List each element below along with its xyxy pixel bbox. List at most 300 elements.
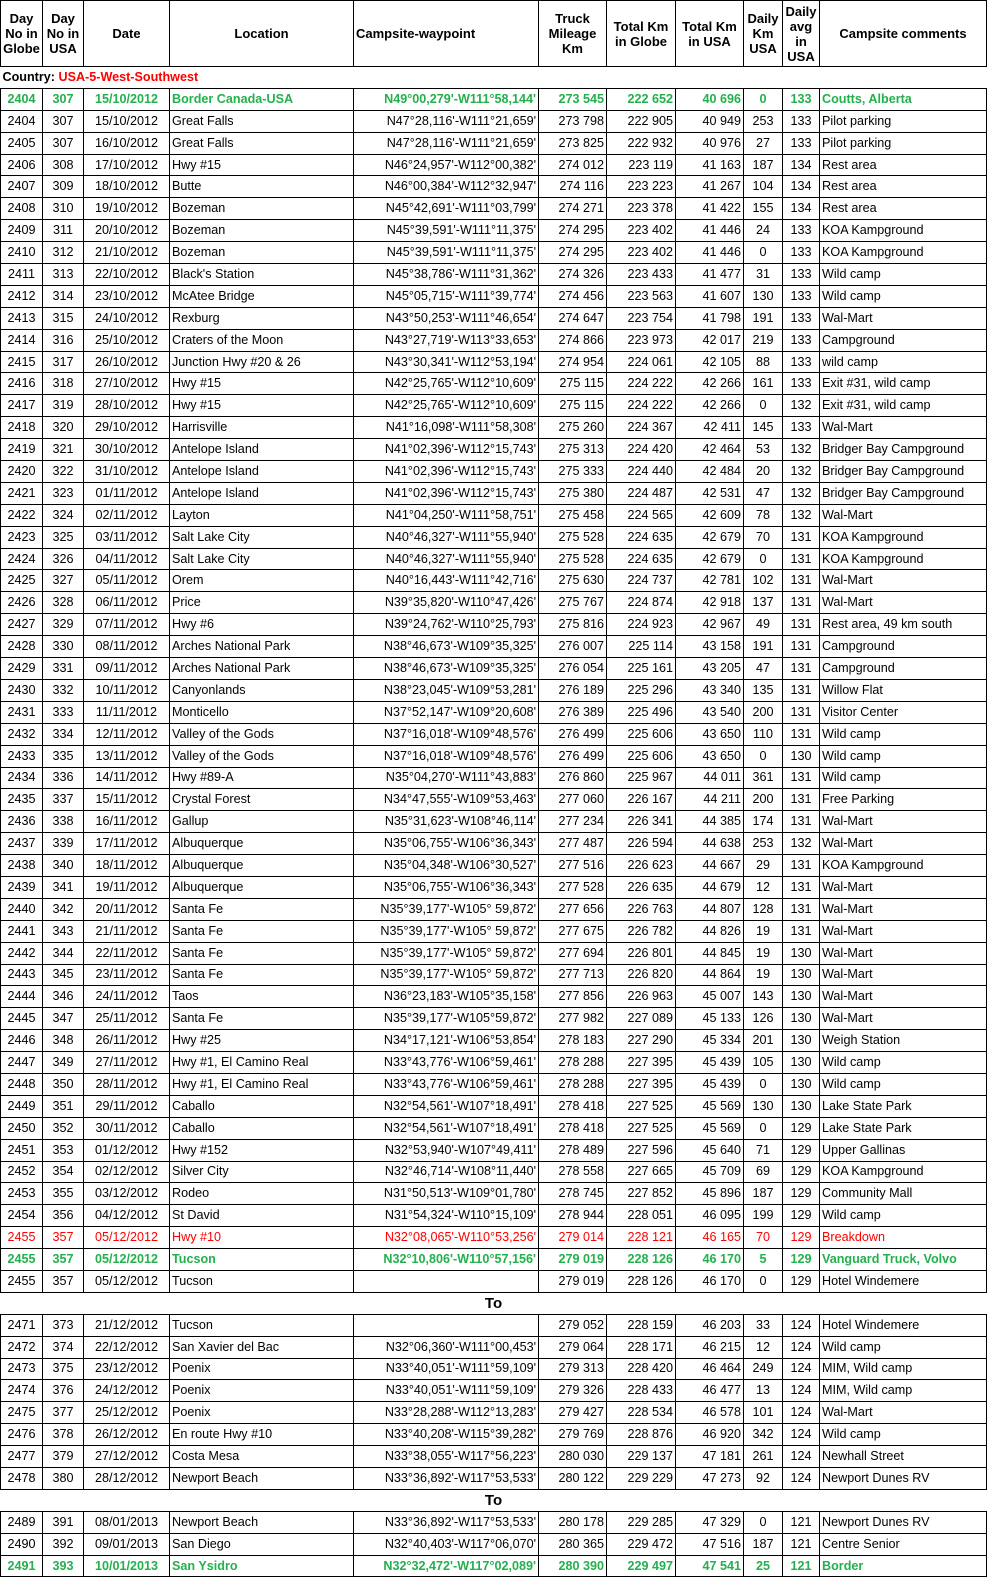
cell-total-usa: 45 896: [676, 1183, 744, 1205]
cell-location: Hwy #1, El Camino Real: [170, 1073, 354, 1095]
cell-truck-mileage: 277 713: [539, 964, 607, 986]
cell-truck-mileage: 280 030: [539, 1446, 607, 1468]
cell-comment: Exit #31, wild camp: [820, 395, 987, 417]
cell-day-globe: 2478: [1, 1468, 43, 1490]
table-row: [1, 1380, 987, 1402]
cell-day-globe: 2472: [1, 1336, 43, 1358]
cell-total-usa: 46 095: [676, 1205, 744, 1227]
cell-day-globe: 2448: [1, 1073, 43, 1095]
cell-date: 22/11/2012: [84, 942, 170, 964]
cell-truck-mileage: 280 122: [539, 1468, 607, 1490]
cell-total-usa: 43 205: [676, 658, 744, 680]
cell-daily-km: 25: [744, 1555, 783, 1577]
cell-total-globe: 224 737: [607, 570, 676, 592]
cell-date: 02/12/2012: [84, 1161, 170, 1183]
cell-daily-km: 143: [744, 986, 783, 1008]
cell-daily-km: 13: [744, 1380, 783, 1402]
cell-waypoint: N38°46,673'-W109°35,325': [354, 658, 539, 680]
cell-location: Tucson: [170, 1314, 354, 1336]
cell-daily-km: 12: [744, 876, 783, 898]
cell-total-globe: 224 487: [607, 482, 676, 504]
cell-total-globe: 223 223: [607, 176, 676, 198]
table-row: [1, 1270, 987, 1292]
cell-date: 14/11/2012: [84, 767, 170, 789]
cell-daily-km: 187: [744, 154, 783, 176]
cell-waypoint: N40°46,327'-W111°55,940': [354, 526, 539, 548]
cell-day-globe: 2407: [1, 176, 43, 198]
table-row: [1, 1446, 987, 1468]
cell-daily-avg: 134: [783, 154, 820, 176]
cell-day-usa: 324: [43, 504, 84, 526]
header-total-globe: Total Km in Globe: [607, 1, 676, 67]
cell-comment: Community Mall: [820, 1183, 987, 1205]
cell-waypoint: N37°16,018'-W109°48,576': [354, 745, 539, 767]
header-location: Location: [170, 1, 354, 67]
cell-waypoint: N39°24,762'-W110°25,793': [354, 614, 539, 636]
cell-day-globe: 2430: [1, 679, 43, 701]
cell-daily-avg: 124: [783, 1446, 820, 1468]
cell-location: Antelope Island: [170, 482, 354, 504]
cell-location: Tucson: [170, 1270, 354, 1292]
cell-daily-avg: 124: [783, 1358, 820, 1380]
cell-daily-avg: 131: [783, 614, 820, 636]
table-row: [1, 723, 987, 745]
cell-day-globe: 2412: [1, 285, 43, 307]
cell-total-usa: 42 531: [676, 482, 744, 504]
cell-comment: Lake State Park: [820, 1095, 987, 1117]
cell-waypoint: N45°42,691'-W111°03,799': [354, 198, 539, 220]
cell-truck-mileage: 273 798: [539, 110, 607, 132]
cell-total-globe: 225 114: [607, 636, 676, 658]
cell-day-globe: 2444: [1, 986, 43, 1008]
cell-location: Hwy #152: [170, 1139, 354, 1161]
cell-daily-avg: 130: [783, 1052, 820, 1074]
cell-day-globe: 2420: [1, 461, 43, 483]
cell-daily-avg: 129: [783, 1183, 820, 1205]
table-row: [1, 833, 987, 855]
cell-total-globe: 224 061: [607, 351, 676, 373]
cell-waypoint: [354, 1270, 539, 1292]
cell-truck-mileage: 277 060: [539, 789, 607, 811]
cell-day-globe: 2425: [1, 570, 43, 592]
cell-daily-avg: 132: [783, 504, 820, 526]
cell-daily-km: 199: [744, 1205, 783, 1227]
cell-date: 11/11/2012: [84, 701, 170, 723]
cell-total-globe: 223 402: [607, 242, 676, 264]
cell-location: Black's Station: [170, 264, 354, 286]
table-row: [1, 1095, 987, 1117]
cell-location: Hwy #15: [170, 154, 354, 176]
cell-total-globe: 226 963: [607, 986, 676, 1008]
cell-daily-km: 47: [744, 658, 783, 680]
cell-location: Arches National Park: [170, 636, 354, 658]
cell-total-globe: 228 876: [607, 1424, 676, 1446]
cell-truck-mileage: 277 234: [539, 811, 607, 833]
cell-waypoint: N32°10,806'-W110°57,156': [354, 1249, 539, 1271]
cell-total-usa: 45 569: [676, 1117, 744, 1139]
cell-truck-mileage: 277 675: [539, 920, 607, 942]
cell-day-globe: 2491: [1, 1555, 43, 1577]
cell-waypoint: N32°54,561'-W107°18,491': [354, 1095, 539, 1117]
cell-total-usa: 41 163: [676, 154, 744, 176]
cell-day-usa: 326: [43, 548, 84, 570]
cell-day-usa: 308: [43, 154, 84, 176]
cell-day-usa: 342: [43, 898, 84, 920]
cell-date: 16/11/2012: [84, 811, 170, 833]
cell-daily-km: 145: [744, 417, 783, 439]
cell-daily-km: 187: [744, 1183, 783, 1205]
cell-total-globe: 227 525: [607, 1117, 676, 1139]
cell-daily-km: 53: [744, 439, 783, 461]
cell-daily-avg: 121: [783, 1533, 820, 1555]
table-row: [1, 329, 987, 351]
cell-daily-km: 261: [744, 1446, 783, 1468]
cell-daily-km: 191: [744, 636, 783, 658]
cell-daily-km: 92: [744, 1468, 783, 1490]
cell-daily-avg: 133: [783, 329, 820, 351]
cell-daily-avg: 131: [783, 570, 820, 592]
cell-day-usa: 374: [43, 1336, 84, 1358]
cell-day-globe: 2455: [1, 1227, 43, 1249]
cell-day-globe: 2432: [1, 723, 43, 745]
cell-day-usa: 325: [43, 526, 84, 548]
cell-truck-mileage: 276 054: [539, 658, 607, 680]
cell-location: Poenix: [170, 1380, 354, 1402]
table-row: [1, 876, 987, 898]
cell-daily-km: 19: [744, 964, 783, 986]
cell-total-globe: 229 472: [607, 1533, 676, 1555]
cell-total-globe: 227 596: [607, 1139, 676, 1161]
cell-truck-mileage: 275 333: [539, 461, 607, 483]
cell-comment: Exit #31, wild camp: [820, 373, 987, 395]
cell-location: Taos: [170, 986, 354, 1008]
cell-waypoint: N47°28,116'-W111°21,659': [354, 132, 539, 154]
cell-day-usa: 328: [43, 592, 84, 614]
cell-location: Silver City: [170, 1161, 354, 1183]
cell-date: 09/01/2013: [84, 1533, 170, 1555]
cell-comment: Wal-Mart: [820, 504, 987, 526]
cell-total-usa: 42 411: [676, 417, 744, 439]
cell-total-globe: 229 229: [607, 1468, 676, 1490]
table-row: [1, 1402, 987, 1424]
cell-day-globe: 2445: [1, 1008, 43, 1030]
table-row: [1, 767, 987, 789]
cell-total-globe: 227 395: [607, 1073, 676, 1095]
cell-date: 19/11/2012: [84, 876, 170, 898]
cell-total-usa: 42 679: [676, 526, 744, 548]
cell-waypoint: N33°43,776'-W106°59,461': [354, 1052, 539, 1074]
cell-comment: KOA Kampground: [820, 855, 987, 877]
cell-comment: Wild camp: [820, 1052, 987, 1074]
table-row: [1, 307, 987, 329]
cell-comment: Weigh Station: [820, 1030, 987, 1052]
cell-comment: Wal-Mart: [820, 811, 987, 833]
cell-day-globe: 2415: [1, 351, 43, 373]
cell-daily-km: 200: [744, 701, 783, 723]
cell-comment: KOA Kampground: [820, 548, 987, 570]
cell-day-globe: 2418: [1, 417, 43, 439]
cell-date: 05/12/2012: [84, 1270, 170, 1292]
cell-truck-mileage: 280 390: [539, 1555, 607, 1577]
table-row: [1, 1139, 987, 1161]
table-row: [1, 242, 987, 264]
cell-waypoint: N40°16,443'-W111°42,716': [354, 570, 539, 592]
cell-daily-km: 219: [744, 329, 783, 351]
cell-day-usa: 349: [43, 1052, 84, 1074]
cell-comment: KOA Kampground: [820, 1161, 987, 1183]
cell-waypoint: N38°46,673'-W109°35,325': [354, 636, 539, 658]
cell-waypoint: N33°36,892'-W117°53,533': [354, 1468, 539, 1490]
cell-daily-avg: 133: [783, 373, 820, 395]
cell-total-usa: 44 638: [676, 833, 744, 855]
cell-waypoint: N36°23,183'-W105°35,158': [354, 986, 539, 1008]
cell-daily-km: 253: [744, 833, 783, 855]
cell-daily-avg: 131: [783, 767, 820, 789]
cell-day-usa: 355: [43, 1183, 84, 1205]
cell-total-globe: 228 126: [607, 1270, 676, 1292]
cell-date: 18/11/2012: [84, 855, 170, 877]
header-day-globe: Day No in Globe: [1, 1, 43, 67]
header-comments: Campsite comments: [820, 1, 987, 67]
cell-total-globe: 226 801: [607, 942, 676, 964]
cell-total-globe: 223 119: [607, 154, 676, 176]
cell-comment: Wild camp: [820, 745, 987, 767]
cell-location: San Diego: [170, 1533, 354, 1555]
cell-truck-mileage: 274 326: [539, 264, 607, 286]
cell-total-usa: 45 334: [676, 1030, 744, 1052]
cell-comment: Rest area: [820, 176, 987, 198]
table-row: [1, 1249, 987, 1271]
cell-date: 03/11/2012: [84, 526, 170, 548]
cell-truck-mileage: 276 499: [539, 723, 607, 745]
cell-location: Hwy #25: [170, 1030, 354, 1052]
cell-daily-km: 70: [744, 526, 783, 548]
cell-date: 01/11/2012: [84, 482, 170, 504]
cell-daily-km: 110: [744, 723, 783, 745]
cell-day-usa: 317: [43, 351, 84, 373]
table-row: [1, 898, 987, 920]
table-row: [1, 373, 987, 395]
cell-day-usa: 321: [43, 439, 84, 461]
cell-daily-km: 19: [744, 942, 783, 964]
cell-total-usa: 47 541: [676, 1555, 744, 1577]
cell-total-usa: 41 477: [676, 264, 744, 286]
cell-daily-km: 253: [744, 110, 783, 132]
cell-total-usa: 41 446: [676, 242, 744, 264]
cell-waypoint: N37°52,147'-W109°20,608': [354, 701, 539, 723]
cell-comment: Rest area: [820, 198, 987, 220]
cell-date: 19/10/2012: [84, 198, 170, 220]
cell-date: 25/10/2012: [84, 329, 170, 351]
cell-day-usa: 392: [43, 1533, 84, 1555]
cell-total-usa: 44 864: [676, 964, 744, 986]
cell-daily-avg: 131: [783, 811, 820, 833]
cell-total-usa: 45 569: [676, 1095, 744, 1117]
cell-date: 02/11/2012: [84, 504, 170, 526]
cell-day-usa: 322: [43, 461, 84, 483]
cell-truck-mileage: 278 288: [539, 1073, 607, 1095]
cell-location: Salt Lake City: [170, 548, 354, 570]
cell-truck-mileage: 278 418: [539, 1095, 607, 1117]
cell-location: En route Hwy #10: [170, 1424, 354, 1446]
cell-total-usa: 46 215: [676, 1336, 744, 1358]
table-row: [1, 1161, 987, 1183]
cell-location: Santa Fe: [170, 964, 354, 986]
cell-truck-mileage: 277 516: [539, 855, 607, 877]
header-day-usa: Day No in USA: [43, 1, 84, 67]
cell-total-usa: 42 017: [676, 329, 744, 351]
cell-day-globe: 2443: [1, 964, 43, 986]
cell-comment: wild camp: [820, 351, 987, 373]
cell-daily-avg: 131: [783, 920, 820, 942]
cell-daily-km: 161: [744, 373, 783, 395]
cell-truck-mileage: 278 944: [539, 1205, 607, 1227]
cell-truck-mileage: 275 260: [539, 417, 607, 439]
cell-truck-mileage: 275 630: [539, 570, 607, 592]
cell-total-usa: 46 203: [676, 1314, 744, 1336]
table-row: [1, 964, 987, 986]
cell-location: Bozeman: [170, 242, 354, 264]
cell-comment: Bridger Bay Campground: [820, 439, 987, 461]
cell-total-usa: 44 385: [676, 811, 744, 833]
to-separator: To: [1, 1292, 987, 1314]
cell-truck-mileage: 279 014: [539, 1227, 607, 1249]
cell-day-globe: 2410: [1, 242, 43, 264]
cell-location: Valley of the Gods: [170, 745, 354, 767]
cell-day-usa: 338: [43, 811, 84, 833]
cell-day-globe: 2440: [1, 898, 43, 920]
cell-location: Poenix: [170, 1358, 354, 1380]
cell-date: 28/12/2012: [84, 1468, 170, 1490]
cell-date: 20/11/2012: [84, 898, 170, 920]
cell-daily-avg: 133: [783, 351, 820, 373]
cell-total-globe: 226 820: [607, 964, 676, 986]
cell-daily-avg: 130: [783, 1073, 820, 1095]
cell-location: Layton: [170, 504, 354, 526]
cell-daily-avg: 130: [783, 1030, 820, 1052]
cell-total-usa: 43 340: [676, 679, 744, 701]
cell-day-usa: 333: [43, 701, 84, 723]
cell-day-globe: 2451: [1, 1139, 43, 1161]
cell-location: San Xavier del Bac: [170, 1336, 354, 1358]
cell-total-globe: 227 395: [607, 1052, 676, 1074]
cell-total-usa: 42 266: [676, 373, 744, 395]
cell-comment: MIM, Wild camp: [820, 1358, 987, 1380]
cell-daily-avg: 134: [783, 176, 820, 198]
cell-daily-avg: 129: [783, 1227, 820, 1249]
table-row: [1, 132, 987, 154]
cell-daily-km: 361: [744, 767, 783, 789]
cell-daily-km: 0: [744, 395, 783, 417]
cell-date: 05/11/2012: [84, 570, 170, 592]
cell-comment: Bridger Bay Campground: [820, 461, 987, 483]
cell-truck-mileage: 277 487: [539, 833, 607, 855]
cell-date: 21/11/2012: [84, 920, 170, 942]
cell-day-globe: 2408: [1, 198, 43, 220]
cell-total-usa: 42 609: [676, 504, 744, 526]
cell-total-globe: 229 497: [607, 1555, 676, 1577]
cell-total-usa: 45 709: [676, 1161, 744, 1183]
cell-day-globe: 2426: [1, 592, 43, 614]
cell-total-globe: 225 606: [607, 723, 676, 745]
cell-day-usa: 313: [43, 264, 84, 286]
cell-daily-avg: 130: [783, 1008, 820, 1030]
cell-date: 05/12/2012: [84, 1249, 170, 1271]
cell-daily-avg: 129: [783, 1117, 820, 1139]
table-row: [1, 1227, 987, 1249]
cell-daily-km: 31: [744, 264, 783, 286]
cell-daily-km: 0: [744, 1270, 783, 1292]
cell-day-usa: 391: [43, 1511, 84, 1533]
cell-daily-avg: 131: [783, 679, 820, 701]
table-row: [1, 526, 987, 548]
cell-total-usa: 41 607: [676, 285, 744, 307]
cell-date: 04/11/2012: [84, 548, 170, 570]
cell-total-usa: 42 266: [676, 395, 744, 417]
cell-total-usa: 42 679: [676, 548, 744, 570]
cell-location: Canyonlands: [170, 679, 354, 701]
cell-day-usa: 357: [43, 1270, 84, 1292]
cell-comment: Wal-Mart: [820, 417, 987, 439]
cell-comment: Free Parking: [820, 789, 987, 811]
cell-daily-km: 20: [744, 461, 783, 483]
cell-location: Orem: [170, 570, 354, 592]
cell-location: Caballo: [170, 1095, 354, 1117]
cell-comment: KOA Kampground: [820, 242, 987, 264]
cell-daily-km: 5: [744, 1249, 783, 1271]
table-row: [1, 351, 987, 373]
cell-daily-avg: 130: [783, 745, 820, 767]
cell-comment: Border: [820, 1555, 987, 1577]
cell-location: Albuquerque: [170, 833, 354, 855]
cell-total-usa: 46 920: [676, 1424, 744, 1446]
cell-daily-km: 12: [744, 1336, 783, 1358]
cell-total-usa: 46 165: [676, 1227, 744, 1249]
table-row: [1, 986, 987, 1008]
cell-day-usa: 307: [43, 132, 84, 154]
cell-total-usa: 41 798: [676, 307, 744, 329]
cell-location: Antelope Island: [170, 439, 354, 461]
cell-truck-mileage: 276 189: [539, 679, 607, 701]
cell-day-globe: 2433: [1, 745, 43, 767]
cell-daily-avg: 131: [783, 548, 820, 570]
cell-truck-mileage: 274 271: [539, 198, 607, 220]
cell-daily-avg: 124: [783, 1336, 820, 1358]
cell-waypoint: N32°06,360'-W111°00,453': [354, 1336, 539, 1358]
cell-date: 24/12/2012: [84, 1380, 170, 1402]
cell-daily-avg: 133: [783, 220, 820, 242]
cell-location: Craters of the Moon: [170, 329, 354, 351]
table-row: [1, 1008, 987, 1030]
cell-daily-km: 128: [744, 898, 783, 920]
cell-comment: Centre Senior: [820, 1533, 987, 1555]
cell-comment: KOA Kampground: [820, 220, 987, 242]
cell-total-globe: 224 420: [607, 439, 676, 461]
table-row: [1, 1424, 987, 1446]
cell-truck-mileage: 273 545: [539, 88, 607, 110]
table-row: [1, 1555, 987, 1577]
cell-comment: Wal-Mart: [820, 876, 987, 898]
cell-comment: Newhall Street: [820, 1446, 987, 1468]
cell-truck-mileage: 279 313: [539, 1358, 607, 1380]
cell-day-globe: 2471: [1, 1314, 43, 1336]
cell-comment: Coutts, Alberta: [820, 88, 987, 110]
table-row: [1, 504, 987, 526]
cell-waypoint: N45°05,715'-W111°39,774': [354, 285, 539, 307]
cell-date: 08/01/2013: [84, 1511, 170, 1533]
cell-daily-avg: 129: [783, 1161, 820, 1183]
cell-truck-mileage: 276 389: [539, 701, 607, 723]
